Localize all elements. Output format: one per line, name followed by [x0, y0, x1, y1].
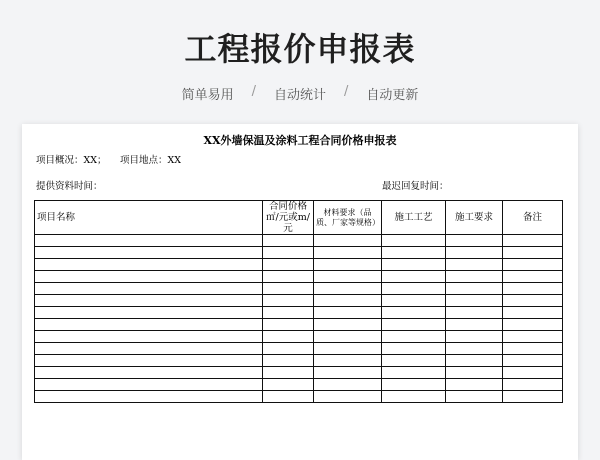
table-cell[interactable]: [314, 391, 382, 403]
feature-easy: 简单易用: [181, 88, 234, 103]
table-cell[interactable]: [35, 343, 263, 355]
table-cell[interactable]: [314, 367, 382, 379]
col-construction-process: 施工工艺: [382, 201, 446, 235]
table-cell[interactable]: [503, 343, 563, 355]
table-cell[interactable]: [263, 343, 314, 355]
table-cell[interactable]: [314, 247, 382, 259]
table-cell[interactable]: [35, 331, 263, 343]
table-cell[interactable]: [446, 391, 503, 403]
project-overview: 项目概况：XX；: [36, 155, 107, 166]
table-cell[interactable]: [263, 319, 314, 331]
table-cell[interactable]: [263, 331, 314, 343]
table-cell[interactable]: [35, 295, 263, 307]
table-cell[interactable]: [314, 343, 382, 355]
table-cell[interactable]: [35, 319, 263, 331]
table-row: [35, 367, 563, 379]
table-cell[interactable]: [503, 259, 563, 271]
table-cell[interactable]: [263, 379, 314, 391]
table-cell[interactable]: [446, 355, 503, 367]
table-cell[interactable]: [314, 379, 382, 391]
sheet-title: XX外墙保温及涂料工程合同价格申报表: [203, 134, 397, 147]
table-cell[interactable]: [446, 247, 503, 259]
table-cell[interactable]: [382, 295, 446, 307]
separator: /: [344, 84, 349, 99]
table-cell[interactable]: [263, 355, 314, 367]
table-cell[interactable]: [446, 343, 503, 355]
table-cell[interactable]: [382, 319, 446, 331]
table-cell[interactable]: [263, 307, 314, 319]
table-cell[interactable]: [35, 235, 263, 247]
feature-tagline: [0, 84, 600, 103]
table-row: [35, 343, 563, 355]
table-cell[interactable]: [35, 247, 263, 259]
project-location: 项目地点：XX: [120, 155, 182, 166]
table-cell[interactable]: [503, 295, 563, 307]
table-cell[interactable]: [314, 271, 382, 283]
table-cell[interactable]: [263, 259, 314, 271]
price-table: [34, 200, 563, 403]
table-cell[interactable]: [35, 391, 263, 403]
separator: /: [251, 84, 256, 99]
table-cell[interactable]: [446, 379, 503, 391]
table-cell[interactable]: [263, 235, 314, 247]
table-cell[interactable]: [382, 271, 446, 283]
table-cell[interactable]: [382, 391, 446, 403]
table-cell[interactable]: [503, 379, 563, 391]
table-cell[interactable]: [263, 271, 314, 283]
table-cell[interactable]: [503, 283, 563, 295]
table-cell[interactable]: [314, 307, 382, 319]
spreadsheet-preview: [22, 124, 578, 460]
table-cell[interactable]: [382, 283, 446, 295]
table-row: [35, 319, 563, 331]
table-cell[interactable]: [503, 319, 563, 331]
table-cell[interactable]: [263, 283, 314, 295]
table-row: [35, 355, 563, 367]
table-row: [35, 391, 563, 403]
table-cell[interactable]: [314, 319, 382, 331]
table-cell[interactable]: [35, 307, 263, 319]
table-cell[interactable]: [503, 271, 563, 283]
table-cell[interactable]: [314, 259, 382, 271]
table-cell[interactable]: [35, 271, 263, 283]
table-cell[interactable]: [503, 355, 563, 367]
table-cell[interactable]: [314, 235, 382, 247]
table-cell[interactable]: [382, 259, 446, 271]
table-cell[interactable]: [503, 331, 563, 343]
table-cell[interactable]: [314, 331, 382, 343]
table-cell[interactable]: [382, 307, 446, 319]
table-row: [35, 307, 563, 319]
table-row: [35, 247, 563, 259]
table-cell[interactable]: [263, 295, 314, 307]
table-cell[interactable]: [446, 235, 503, 247]
table-row: [35, 295, 563, 307]
table-cell[interactable]: [382, 343, 446, 355]
table-cell[interactable]: [314, 295, 382, 307]
table-cell[interactable]: [446, 259, 503, 271]
table-cell[interactable]: [314, 355, 382, 367]
table-cell[interactable]: [446, 295, 503, 307]
table-cell[interactable]: [503, 247, 563, 259]
submit-time-label: 提供资料时间：: [36, 181, 103, 192]
table-row: [35, 331, 563, 343]
table-cell[interactable]: [503, 307, 563, 319]
feature-auto-stat: 自动统计: [273, 88, 326, 103]
table-row: [35, 379, 563, 391]
col-contract-price: 合同价格㎡/元或m/元: [263, 201, 314, 235]
table-cell[interactable]: [446, 319, 503, 331]
table-cell[interactable]: [446, 331, 503, 343]
table-cell[interactable]: [263, 247, 314, 259]
table-cell[interactable]: [35, 259, 263, 271]
table-cell[interactable]: [503, 235, 563, 247]
table-row: [35, 283, 563, 295]
table-cell[interactable]: [35, 355, 263, 367]
feature-auto-update: 自动更新: [366, 88, 419, 103]
table-cell[interactable]: [35, 283, 263, 295]
table-cell[interactable]: [263, 391, 314, 403]
table-cell[interactable]: [263, 367, 314, 379]
col-construction-requirements: 施工要求: [446, 201, 503, 235]
table-cell[interactable]: [446, 307, 503, 319]
table-cell[interactable]: [446, 271, 503, 283]
table-cell[interactable]: [382, 367, 446, 379]
table-cell[interactable]: [446, 367, 503, 379]
table-cell[interactable]: [446, 283, 503, 295]
table-cell[interactable]: [382, 355, 446, 367]
table-cell[interactable]: [503, 391, 563, 403]
col-remarks: 备注: [503, 201, 563, 235]
table-row: [35, 271, 563, 283]
col-project-name: 项目名称: [35, 201, 263, 235]
col-material-requirements: 材料要求（品质、厂家等规格）: [314, 201, 382, 235]
table-cell[interactable]: [382, 331, 446, 343]
table-cell[interactable]: [35, 367, 263, 379]
table-header: [35, 201, 563, 235]
page-title: 工程报价申报表: [184, 30, 416, 68]
table-cell[interactable]: [382, 235, 446, 247]
table-cell[interactable]: [503, 367, 563, 379]
reply-time-label: 最迟回复时间：: [382, 181, 449, 192]
table-cell[interactable]: [35, 379, 263, 391]
table-row: [35, 259, 563, 271]
table-cell[interactable]: [382, 247, 446, 259]
table-row: [35, 235, 563, 247]
table-cell[interactable]: [314, 283, 382, 295]
table-cell[interactable]: [382, 379, 446, 391]
